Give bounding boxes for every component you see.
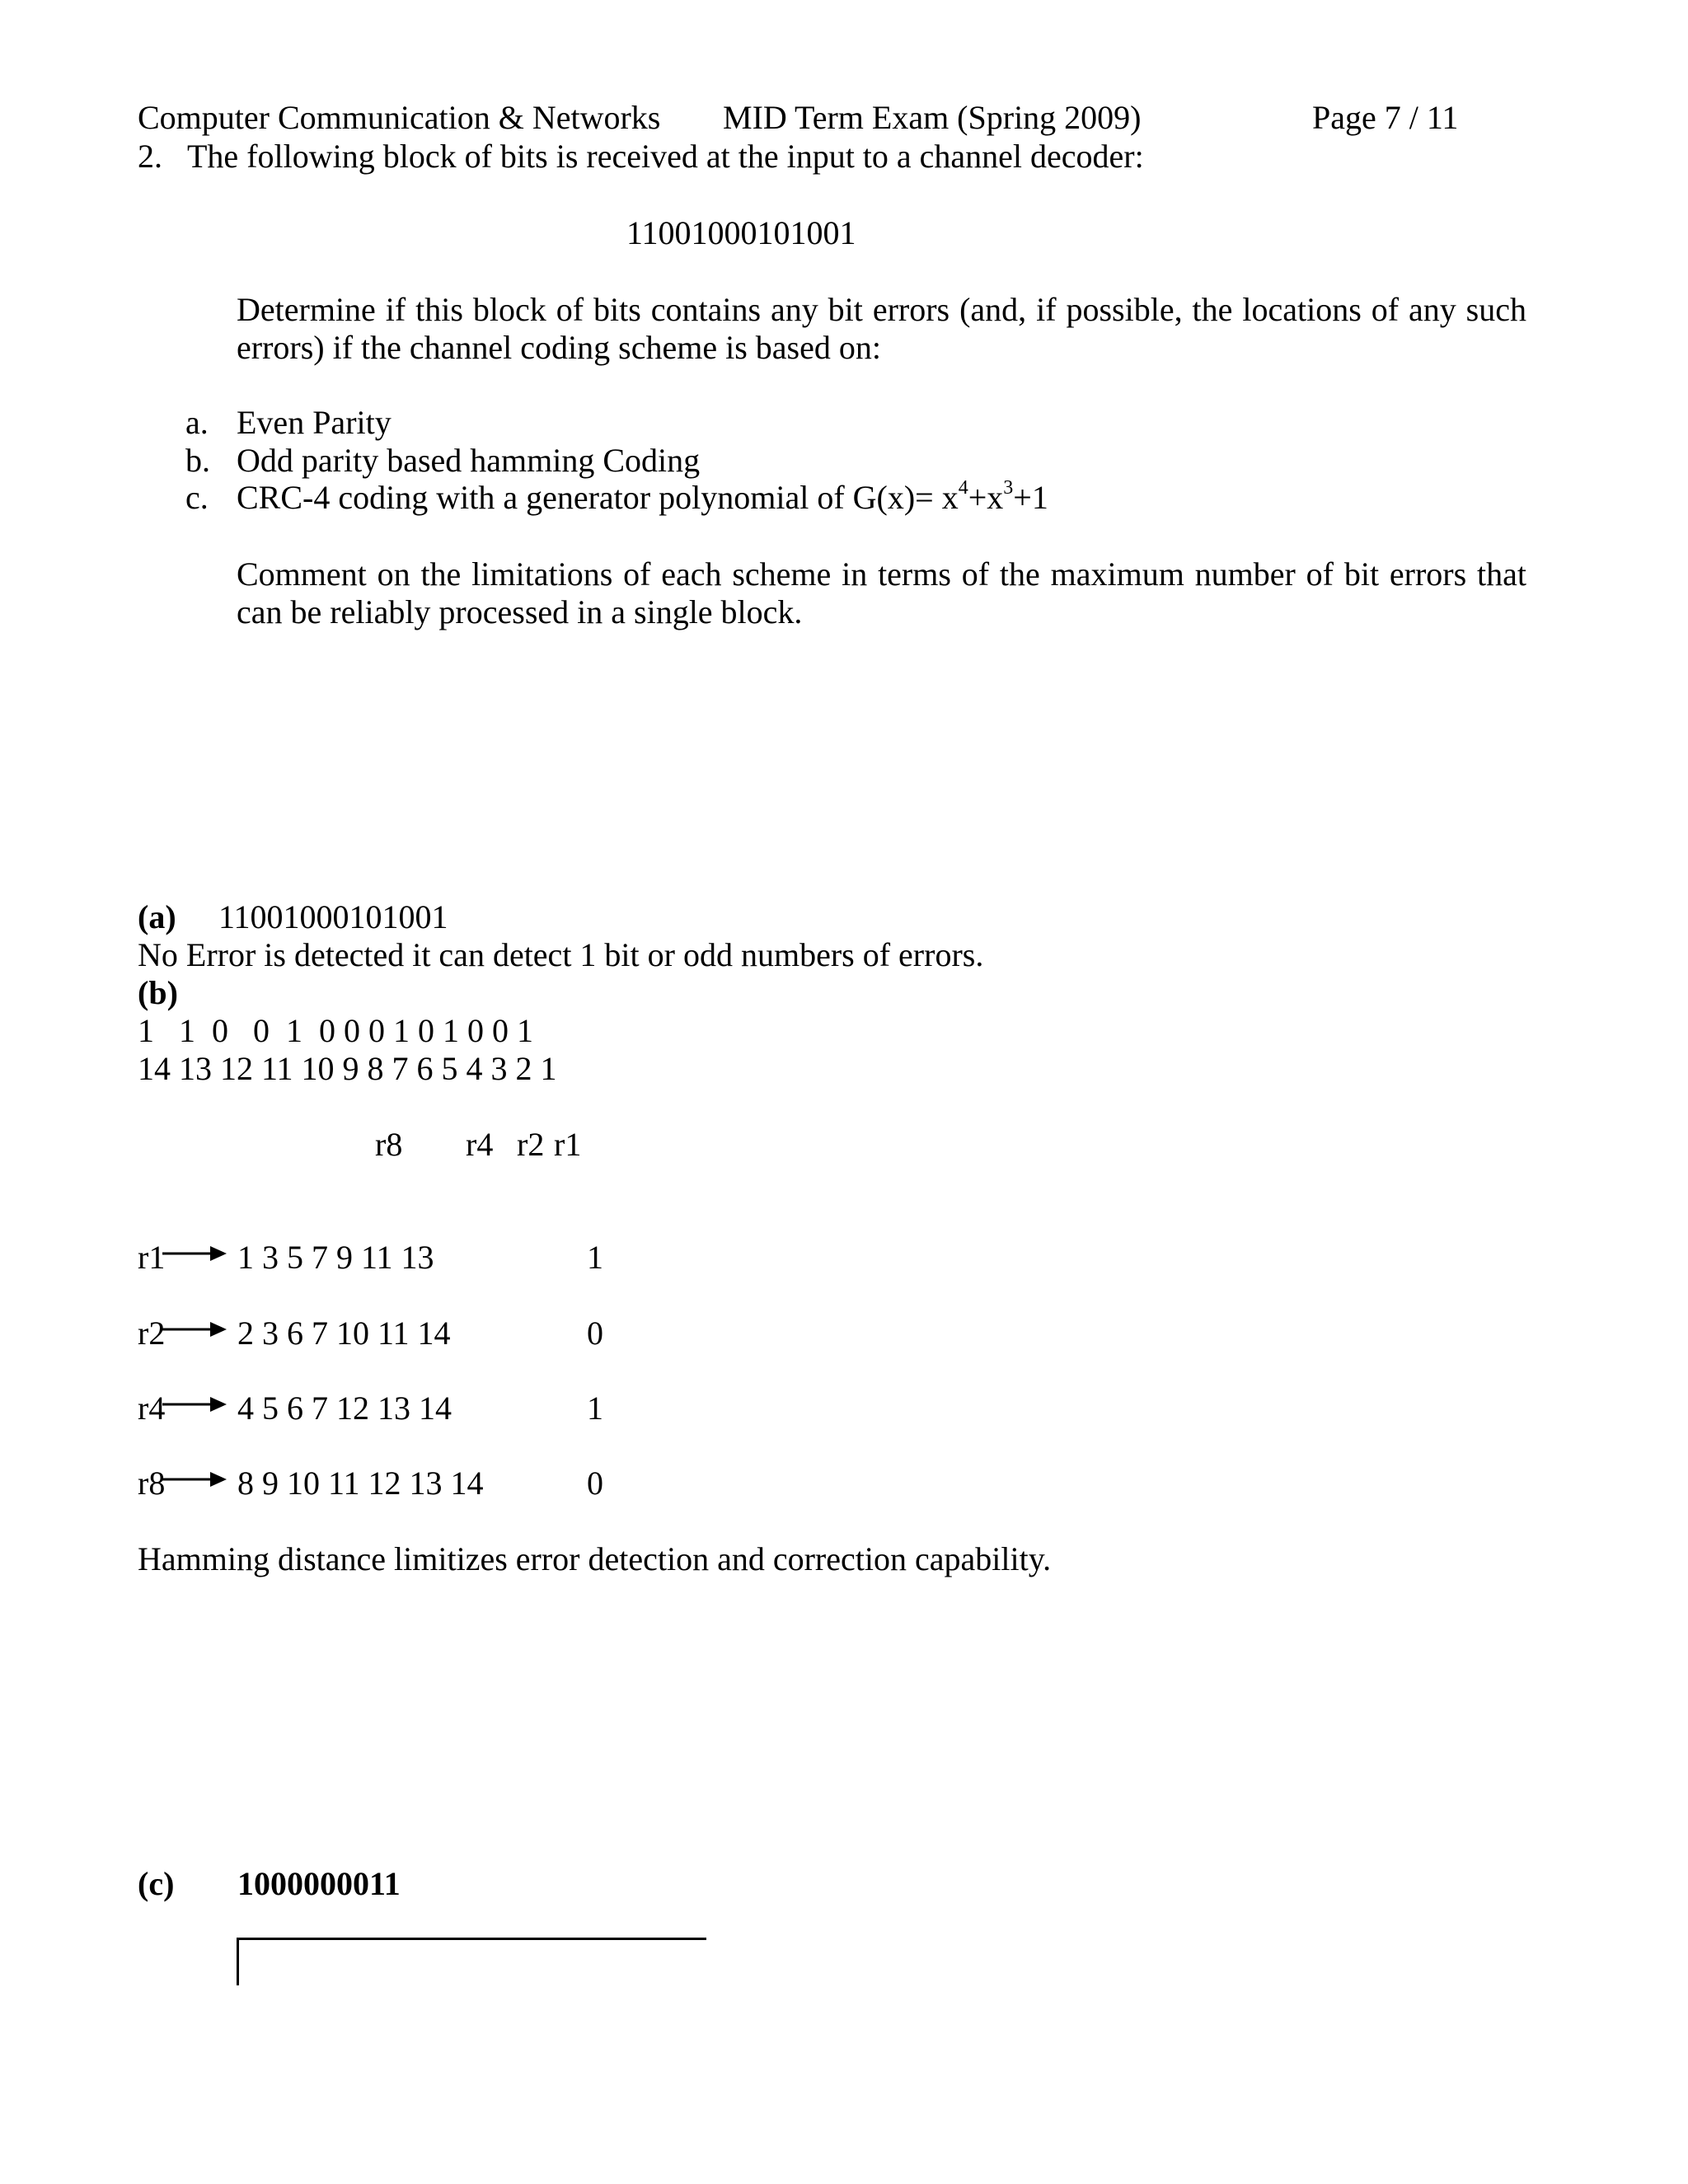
row-r4-name: r4	[138, 1390, 166, 1427]
option-c-marker: c.	[185, 479, 209, 516]
option-b-marker: b.	[185, 442, 210, 479]
long-division-bracket	[237, 1938, 239, 1985]
answer-b-label: (b)	[138, 974, 178, 1011]
row-r8-positions: 8 9 10 11 12 13 14	[237, 1465, 484, 1502]
option-b-text: Odd parity based hamming Coding	[237, 442, 701, 479]
answer-c-quotient: 1000000011	[237, 1865, 401, 1902]
answer-a-text: No Error is detected it can detect 1 bit or odd numbers of errors.	[138, 936, 984, 973]
option-c-exponent-4: 4	[958, 476, 968, 499]
question-bits: 11001000101001	[626, 214, 856, 251]
redundant-label-r8: r8	[375, 1126, 403, 1163]
answer-b-conclusion: Hamming distance limitizes error detection and correction capability.	[138, 1540, 1052, 1577]
row-r8-value: 0	[587, 1465, 603, 1502]
question-determine-line1: Determine if this block of bits contains any bit errors (and, if possible, the locations of any such	[237, 291, 1526, 328]
row-r2-arrow-icon	[162, 1317, 237, 1342]
option-a-marker: a.	[185, 404, 209, 441]
row-r8-name: r8	[138, 1465, 166, 1502]
row-r4-positions: 4 5 6 7 12 13 14	[237, 1390, 452, 1427]
option-a-text: Even Parity	[237, 404, 392, 441]
row-r1-arrow-icon	[162, 1241, 237, 1266]
comment-line2: can be reliably processed in a single block.	[237, 593, 803, 630]
long-division-bar	[237, 1938, 706, 1940]
redundant-label-r2: r2	[517, 1126, 545, 1163]
question-text: The following block of bits is received at the input to a channel decoder:	[187, 138, 1144, 175]
question-determine-line2: errors) if the channel coding scheme is based on:	[237, 329, 881, 366]
row-r2-value: 0	[587, 1315, 603, 1352]
row-r8-arrow-icon	[162, 1467, 237, 1492]
option-c-suffix: +1	[1013, 479, 1048, 516]
answer-c-label: (c)	[138, 1865, 175, 1902]
question-number: 2.	[138, 138, 162, 175]
option-c-text	[237, 478, 1048, 518]
row-r1-value: 1	[587, 1239, 603, 1276]
row-r4-value: 1	[587, 1390, 603, 1427]
option-c-prefix: CRC-4 coding with a generator polynomial of G(x)= x	[237, 479, 959, 516]
option-c-mid: +x	[968, 479, 1004, 516]
row-r4-arrow-icon	[162, 1392, 237, 1417]
row-r2-name: r2	[138, 1315, 166, 1352]
header-page-number: Page 7 / 11	[1312, 99, 1459, 136]
row-r2-positions: 2 3 6 7 10 11 14	[237, 1315, 451, 1352]
answer-a-label: (a)	[138, 898, 176, 935]
answer-b-positions-row: 14 13 12 11 10 9 8 7 6 5 4 3 2 1	[138, 1050, 557, 1087]
row-r1-name: r1	[138, 1239, 166, 1276]
comment-line1: Comment on the limitations of each scheme in terms of the maximum number of bit errors that	[237, 555, 1526, 593]
header-exam-title: MID Term Exam (Spring 2009)	[723, 99, 1142, 136]
row-r1-positions: 1 3 5 7 9 11 13	[237, 1239, 434, 1276]
redundant-label-r1: r1	[554, 1126, 582, 1163]
option-c-exponent-3: 3	[1003, 476, 1014, 499]
header-course: Computer Communication & Networks	[138, 99, 661, 136]
answer-a-bits: 11001000101001	[218, 898, 448, 935]
redundant-label-r4: r4	[466, 1126, 494, 1163]
answer-b-bits-row: 1 1 0 0 1 0 0 0 1 0 1 0 0 1	[138, 1012, 533, 1049]
